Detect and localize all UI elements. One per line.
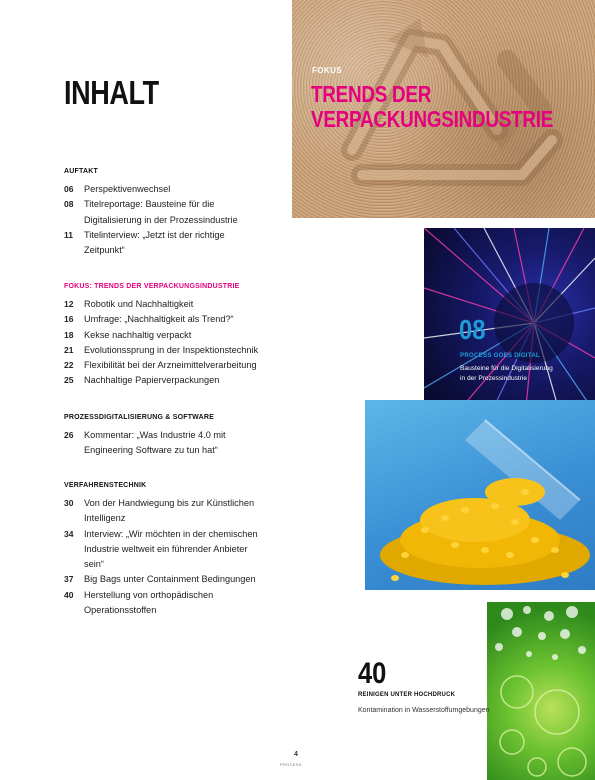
section-heading: FOKUS: TRENDS DER VERPACKUNGSINDUSTRIE [64,283,240,290]
page-number: 4 [294,751,298,758]
foam-bubbles-graphic [487,602,595,780]
page-ref: 26 [64,430,74,440]
footer-label: PROCESS [280,762,302,767]
entry-title: Titelreportage: Bausteine für die Digitalisierung in der Prozessindustrie [84,199,238,225]
page-ref: 16 [64,314,74,325]
entry-title: Kommentar: „Was Industrie 4.0 mit Engineering Software zu tun hat“ [84,430,226,456]
foam-image[interactable] [487,602,595,780]
toc-entry[interactable] [64,343,264,358]
toc-entry[interactable] [64,182,264,197]
section-heading: VERFAHRENSTECHNIK [64,482,147,489]
toc-entry[interactable] [64,228,264,259]
pellets-image[interactable] [365,400,595,590]
entry-title: Evolutionssprung in der Inspektionstechnik [84,344,259,355]
page-ref: 37 [64,574,74,585]
page-ref: 30 [64,498,74,508]
plastic-pellets-graphic [365,400,595,590]
toc-section-auftakt [64,168,264,258]
page-ref: 25 [64,375,74,386]
page-ref: 12 [64,299,74,309]
entry-title: Robotik und Nachhaltigkeit [84,299,194,309]
toc-entry[interactable] [64,572,264,587]
page-ref: 11 [64,229,73,240]
toc-entry[interactable] [64,328,264,343]
toc-section-fokus [64,283,264,389]
entry-title: Flexibilität bei der Arzneimittelverarbeitung [84,360,257,371]
toc-entry[interactable] [64,588,264,619]
hero-title-line: VERPACKUNGSINDUSTRIE [311,106,554,132]
cover-story-card[interactable] [424,228,595,428]
entry-title: Kekse nachhaltig verpackt [84,329,192,340]
page-ref: 22 [64,360,74,371]
section-heading: PROZESSDIGITALISIERUNG & SOFTWARE [64,414,214,421]
hero-image[interactable] [292,0,595,218]
page-ref: 34 [64,528,74,539]
toc-entry[interactable] [64,496,264,527]
entry-title: Umfrage: „Nachhaltigkeit als Trend?“ [84,314,234,325]
page-ref: 40 [64,589,74,600]
toc-entry[interactable] [64,373,264,388]
entry-title: Herstellung von orthopädischen Operationsstoffen [84,589,214,616]
page-title: INHALT [64,74,159,111]
entry-title: Perspektivenwechsel [84,184,171,194]
feature-label: REINIGEN UNTER HOCHDRUCK [358,692,456,698]
page-ref: 18 [64,329,74,340]
toc-section-prozessdigitalisierung [64,414,264,459]
entry-title: Von der Handwiegung bis zur Künstlichen Intelligenz [84,498,255,524]
page-ref: 06 [64,184,74,194]
entry-title: Big Bags unter Containment Bedingungen [84,574,256,585]
toc-entry[interactable] [64,428,264,459]
toc-entry[interactable] [64,358,264,373]
cover-page-number: 08 [459,314,486,345]
hero-title[interactable] [311,81,554,132]
toc-section-verfahrenstechnik [64,482,264,618]
toc-entry[interactable] [64,527,264,573]
toc-entry[interactable] [64,197,264,228]
toc-entry[interactable] [64,312,264,327]
cover-subtitle-line: Bausteine für die Digitalisierung [460,365,553,372]
feature-subtitle: Kontamination in Wasserstoffumgebungen [358,707,490,714]
hero-title-line: TRENDS DER [311,81,432,107]
cover-subtitle [460,364,580,384]
toc-entry[interactable] [64,297,264,312]
page-ref: 08 [64,199,74,210]
entry-title: Nachhaltige Papierverpackungen [84,375,220,386]
feature-page-number: 40 [358,657,387,690]
section-heading: AUFTAKT [64,168,98,175]
light-burst-graphic [424,228,595,428]
cover-label: PROCESS GOES DIGITAL [460,352,540,359]
entry-title: Titelinterview: „Jetzt ist der richtige Zeitpunkt“ [84,229,225,256]
entry-title: Interview: „Wir möchten in der chemischen Industrie weltweit ein führender Anbieter sein“ [84,528,258,570]
cover-subtitle-line: in der Prozessindustrie [460,375,528,382]
hero-kicker: FOKUS [312,66,342,75]
page-ref: 21 [64,344,74,355]
